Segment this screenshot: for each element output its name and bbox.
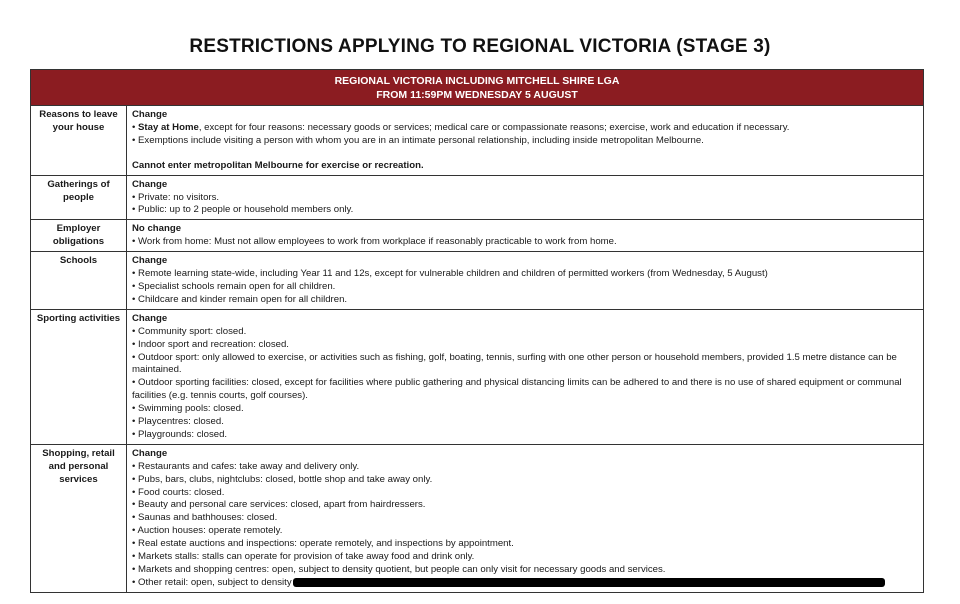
list-item: • Outdoor sport: only allowed to exercise, or activities such as fishing, golf, boating, tennis, surfing with one other person or household members, provided 1.5 metre distance can be maintained. [132, 351, 897, 376]
item-text: Remote learning state-wide, including Year 11 and 12s, except for vulnerable children and children of permitted workers (from Wednesday, 5 August) [138, 268, 768, 280]
item-text: Beauty and personal care services: closed, apart from hairdressers. [138, 499, 426, 511]
list-item: • Specialist schools remain open for all children. [132, 280, 336, 292]
table-row-employer [31, 219, 923, 251]
status-label: Change [132, 312, 168, 324]
row-body [127, 106, 923, 175]
list-item: • Exemptions include visiting a person with whom you are in an intimate personal relationship, including inside metropolitan Melbourne. [132, 134, 704, 146]
status-label: No change [132, 223, 182, 235]
list-item: • Markets and shopping centres: open, subject to density quotient, but people can only visit for necessary goods and services. [132, 564, 666, 575]
list-item: • Swimming pools: closed. [132, 403, 244, 415]
row-body [127, 176, 923, 220]
status-label: Change [132, 178, 168, 190]
page-title: RESTRICTIONS APPLYING TO REGIONAL VICTORIA (STAGE 3) [189, 36, 771, 57]
item-text: Swimming pools: closed. [138, 403, 244, 415]
banner-date: FROM 11:59PM WEDNESDAY 5 AUGUST [376, 89, 578, 101]
item-text: Specialist schools remain open for all children. [138, 280, 336, 292]
table-row-shopping [31, 444, 923, 592]
row-category: Reasons to leave your house [31, 106, 127, 175]
item-text: Restaurants and cafes: take away and delivery only. [138, 460, 360, 472]
status-label: Change [132, 109, 168, 120]
item-text: Private: no visitors. [138, 191, 220, 203]
status-label: Change [132, 255, 168, 267]
list-item: • Private: no visitors. [132, 191, 220, 203]
list-item: • Beauty and personal care services: closed, apart from hairdressers. [132, 499, 426, 511]
list-item: • Real estate auctions and inspections: operate remotely, and inspections by appointment. [132, 538, 514, 550]
row-category: Gatherings of people [31, 176, 127, 220]
item-text: Saunas and bathhouses: closed. [138, 512, 278, 524]
list-item: • Community sport: closed. [132, 325, 247, 337]
item-text: Auction houses: operate remotely. [137, 525, 283, 537]
banner-region: REGIONAL VICTORIA INCLUDING MITCHELL SHIRE LGA [334, 75, 620, 87]
row-body [127, 252, 923, 309]
item-text: Real estate auctions and inspections: operate remotely, and inspections by appointment. [138, 538, 514, 550]
redaction-bar [293, 578, 885, 587]
list-item: • Restaurants and cafes: take away and delivery only. [132, 460, 360, 472]
list-item: • Remote learning state-wide, including Year 11 and 12s, except for vulnerable children and children of permitted workers (from Wednesday, 5 August) [132, 268, 768, 280]
row-note: Cannot enter metropolitan Melbourne for exercise or recreation. [132, 159, 424, 171]
list-item: • Work from home: Must not allow employees to work from workplace if reasonably practicable to work from home. [132, 236, 617, 248]
list-item: • Playgrounds: closed. [132, 428, 228, 440]
row-category: Employer obligations [31, 220, 127, 251]
item-text: Outdoor sporting facilities: closed, except for facilities where public gathering and physical distancing limits can be adhered to and there is no use of shared equipment or communal facilities (e.g. tennis courts, golf courses). [132, 377, 902, 402]
item-text: Pubs, bars, clubs, nightclubs: closed, bottle shop and take away only. [138, 473, 433, 485]
item-text: Food courts: closed. [138, 486, 225, 498]
list-item: • Pubs, bars, clubs, nightclubs: closed, bottle shop and take away only. [132, 473, 433, 485]
table-row-gatherings [31, 175, 923, 220]
restrictions-table [30, 69, 924, 593]
row-body [127, 310, 923, 444]
item-text: Work from home: Must not allow employees to work from workplace if reasonably practicable to work from home. [138, 236, 617, 248]
list-item: • Markets stalls: stalls can operate for provision of take away food and drink only. [132, 551, 475, 563]
row-body [127, 445, 923, 592]
list-item: • Public: up to 2 people or household members only. [132, 204, 354, 216]
item-text: Markets stalls: stalls can operate for provision of take away food and drink only. [138, 551, 475, 563]
item-text: Exemptions include visiting a person with whom you are in an intimate personal relationship, including inside metropolitan Melbourne. [138, 134, 704, 146]
list-item: • Other retail: open, subject to density [132, 577, 919, 590]
table-row-reasons [31, 105, 923, 175]
region-banner [31, 70, 923, 105]
item-text: Playcentres: closed. [138, 416, 224, 428]
item-text: Indoor sport and recreation: closed. [138, 338, 289, 350]
table-row-sporting [31, 309, 923, 444]
item-text: Community sport: closed. [138, 325, 247, 337]
row-category: Shopping, retail and personal services [31, 445, 127, 592]
row-category: Schools [31, 252, 127, 309]
item-text: Markets and shopping centres: open, subject to density quotient, but people can only visit for necessary goods and services. [138, 564, 666, 575]
list-item: • Food courts: closed. [132, 486, 225, 498]
list-item: • Auction houses: operate remotely. [132, 525, 283, 537]
row-body [127, 220, 923, 251]
item-text: Public: up to 2 people or household members only. [138, 204, 354, 216]
item-text: , except for four reasons: necessary goods or services; medical care or compassionate reasons; exercise, work and education if necessary. [198, 121, 790, 133]
table-row-schools [31, 251, 923, 309]
list-item: • Outdoor sporting facilities: closed, except for facilities where public gathering and physical distancing limits can be adhered to and there is no use of shared equipment or communal facilities (e.g. tennis courts, golf courses). [132, 377, 902, 402]
item-text: Playgrounds: closed. [138, 428, 228, 440]
item-text: Outdoor sport: only allowed to exercise, or activities such as fishing, golf, boating, tennis, surfing with one other person or household members, provided 1.5 metre distance can be maintained. [132, 351, 897, 376]
item-text: Childcare and kinder remain open for all children. [138, 293, 348, 305]
list-item: • Stay at Home, except for four reasons: necessary goods or services; medical care or compassionate reasons; exercise, work and education if necessary. [132, 121, 790, 133]
emphasis-text: Stay at Home [138, 121, 199, 133]
status-label: Change [132, 447, 168, 459]
list-item: • Indoor sport and recreation: closed. [132, 338, 289, 350]
list-item: • Playcentres: closed. [132, 416, 224, 428]
row-category: Sporting activities [31, 310, 127, 444]
list-item: • Saunas and bathhouses: closed. [132, 512, 278, 524]
list-item: • Childcare and kinder remain open for all children. [132, 293, 348, 305]
item-text: Other retail: open, subject to density [138, 576, 292, 588]
